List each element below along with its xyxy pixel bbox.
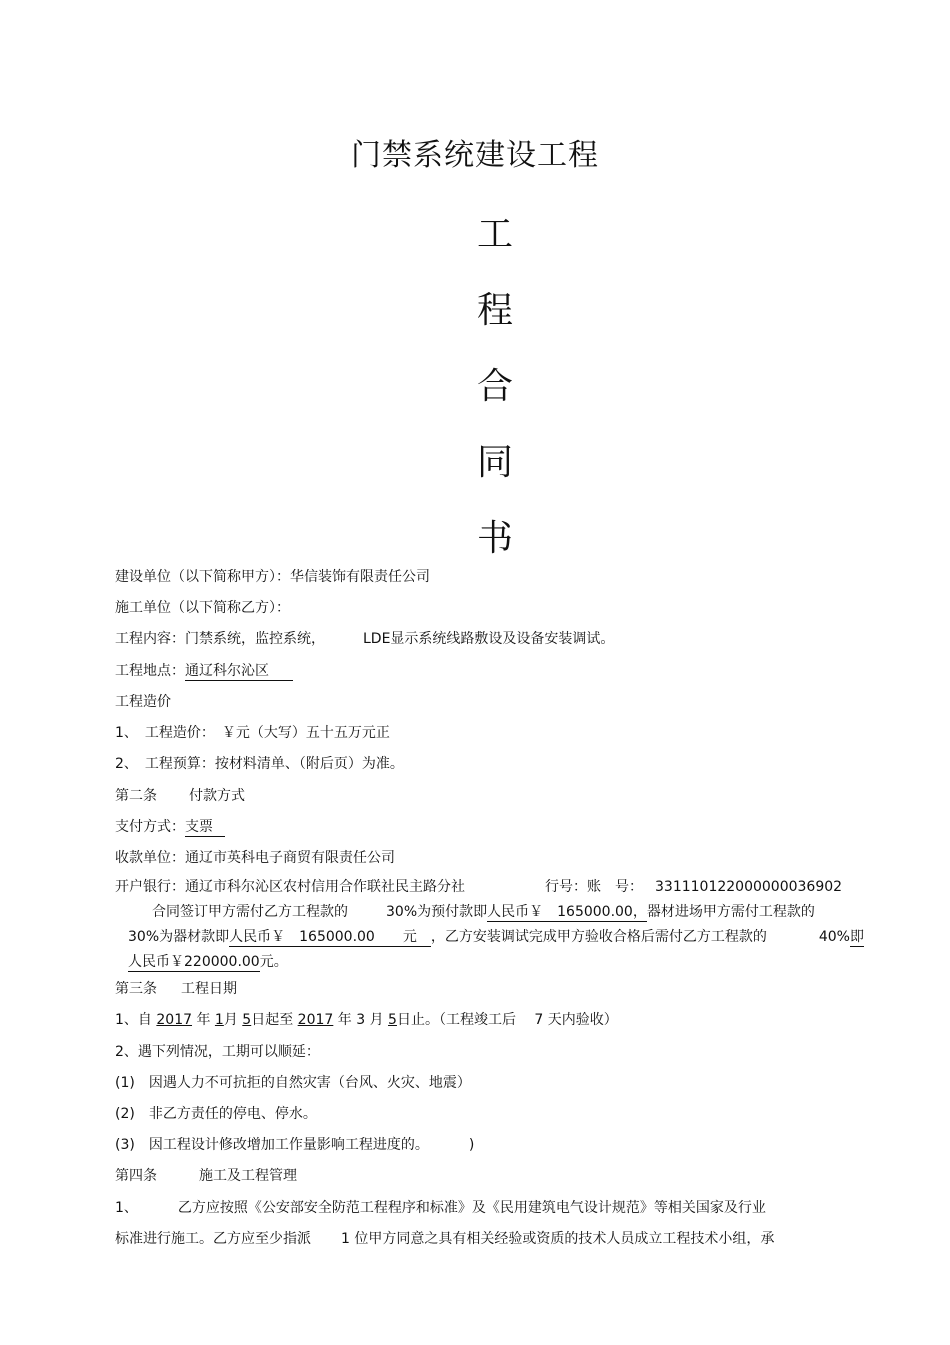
start-year: 2017 [156,1012,193,1028]
article-4-item-1-continued [115,1228,774,1248]
final-amount: 人民币￥220000.00 [128,951,260,972]
delay-item-2: (2) 非乙方责任的停电、停水。 [115,1106,317,1122]
start-day: 5 [242,1012,252,1028]
pay-method-line [115,816,225,837]
article-2-heading [115,785,245,805]
article-4-heading [115,1165,297,1185]
delay-item-3 [115,1134,474,1154]
advance-amount: 人民币￥ 165000.00， [487,901,647,922]
payment-text: 即 [850,926,864,947]
payment-text: 合同签订甲方需付乙方工程款的 [152,904,348,920]
content-label: 工程内容：门禁系统，监控系统， [115,631,325,647]
article-3-title: 工程日期 [181,981,237,997]
payment-text: 器材进场甲方需付工程款的 [646,904,815,920]
construct-unit-line: 施工单位（以下简称乙方）： [115,600,290,616]
location-label: 工程地点： [115,663,185,679]
delay-intro: 2、遇下列情况，工期可以顺延： [115,1044,320,1060]
delay-item-1: (1) 因遇人力不可抗拒的自然灾害（台风、火灾、地震） [115,1075,471,1091]
vertical-title-char-3: 合 [476,366,513,407]
vertical-title-char-5: 书 [476,518,513,559]
payment-text: 元。 [259,954,288,970]
payee-line: 收款单位：通辽市英科电子商贸有限责任公司 [115,850,395,866]
payment-text: 30%为器材款即 [128,929,230,945]
vertical-title-char-2: 程 [476,290,513,331]
account-number: 331110122000000036902 [655,879,843,895]
cost-item-1: 1、 工程造价： ￥元（大写）五十五万元正 [115,725,390,741]
payment-text: 40% [818,929,850,945]
article-4-title: 施工及工程管理 [199,1168,297,1184]
article-4-text: 1 位甲方同意之具有相关经验或资质的技术人员成立工程技术小组，承 [341,1231,775,1247]
cost-heading: 工程造价 [115,694,171,710]
equipment-amount: 人民币￥ 165000.00 元 [229,926,431,947]
delay-item-3-end: ) [468,1137,475,1153]
cost-item-2: 2、 工程预算：按材料清单、（附后页）为准。 [115,756,404,772]
delay-item-3-text: (3) 因工程设计修改增加工作量影响工程进度的。 [115,1137,429,1153]
end-day: 5 [388,1012,397,1028]
bank-line [115,876,842,896]
bank-name: 开户银行：通辽市科尔沁区农村信用合作联社民主路分社 [115,879,465,895]
date-text: 年 3 月 [337,1012,384,1028]
article-4-item-1-number: 1、 [115,1200,138,1216]
article-4-item-1 [115,1197,766,1217]
location-line [115,660,293,681]
date-line [115,1009,618,1029]
build-unit-line: 建设单位（以下简称甲方）：华信装饰有限责任公司 [115,569,430,585]
article-2-title: 付款方式 [189,788,245,804]
vertical-title-char-4: 同 [476,442,513,483]
article-4-item-1-text: 乙方应按照《公安部安全防范工程程序和标准》及《民用建筑电气设计规范》等相关国家及行业 [177,1200,766,1216]
date-text: 日起至 [251,1012,294,1028]
article-3-number: 第三条 [115,981,157,997]
pay-method-value: 支票 [185,816,225,837]
vertical-title-char-1: 工 [476,214,513,255]
content-line [115,628,614,648]
payment-paragraph-line-1 [152,901,815,922]
account-label: 行号：账 号： [545,879,643,895]
payment-paragraph-line-3 [128,951,288,972]
content-rest: LDE显示系统线路敷设及设备安装调试。 [363,631,615,647]
date-text: 月 [223,1012,238,1028]
start-month: 1 [214,1012,224,1028]
pay-method-label: 支付方式： [115,819,185,835]
date-text: 年 [196,1012,211,1028]
article-4-number: 第四条 [115,1168,157,1184]
date-text: 日止。（工程竣工后 7 天内验收） [396,1012,618,1028]
payment-paragraph-line-2 [128,926,864,947]
date-text: 1、自 [115,1012,152,1028]
location-value: 通辽科尔沁区 [185,660,293,681]
payment-text: 30%为预付款即 [386,904,488,920]
document-title: 门禁系统建设工程 [351,138,599,173]
article-4-text: 标准进行施工。乙方应至少指派 [115,1231,311,1247]
article-3-heading [115,978,237,998]
payment-text: ，乙方安装调试完成甲方验收合格后需付乙方工程款的 [430,929,767,945]
end-year: 2017 [297,1012,334,1028]
article-2-number: 第二条 [115,788,157,804]
